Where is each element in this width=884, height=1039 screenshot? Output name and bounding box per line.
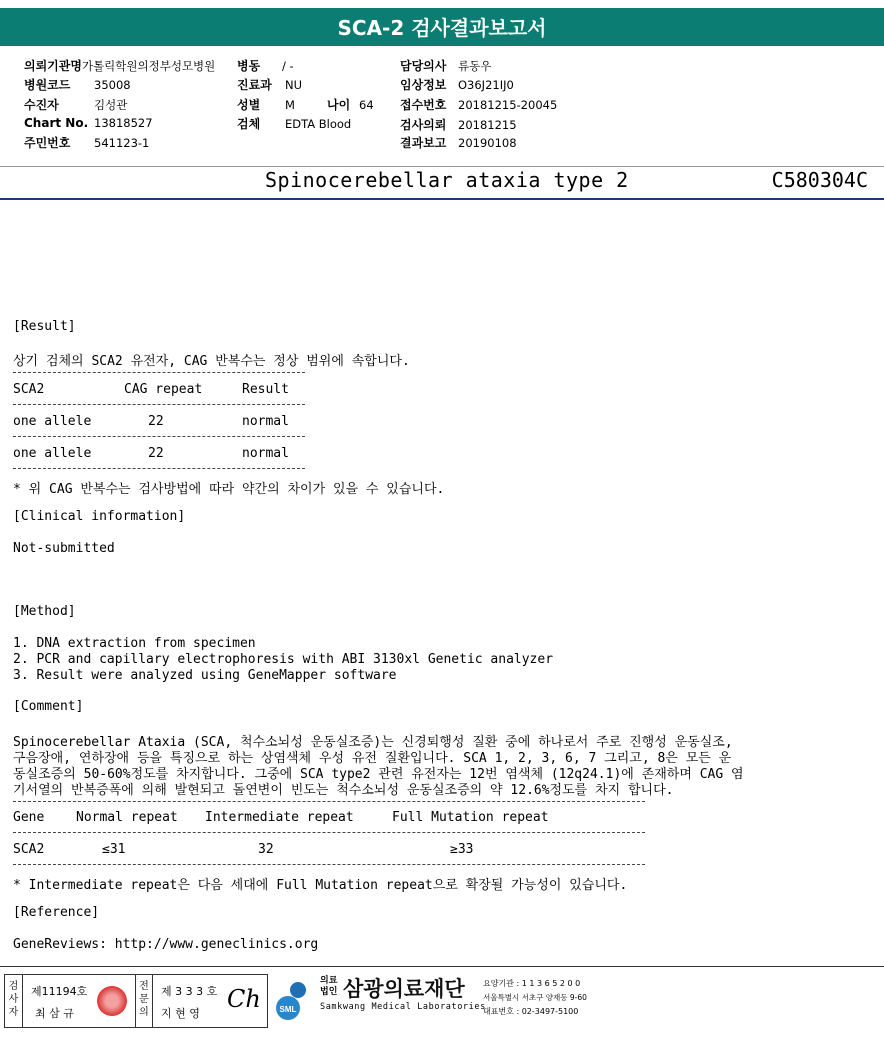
- org-prefix-top: 의료: [320, 976, 338, 986]
- hospital-code-value: 35008: [94, 78, 131, 92]
- divider: [0, 198, 884, 200]
- table-rule: [13, 404, 305, 405]
- org-prefix: [320, 976, 337, 998]
- chart-label: Chart No.: [24, 116, 89, 130]
- chart-value: 13818527: [94, 116, 153, 130]
- examiner-label: [5, 975, 23, 1027]
- ward-row: [237, 57, 294, 74]
- clinical-info-label: 임상정보: [400, 78, 447, 92]
- reference-heading: [Reference]: [13, 905, 100, 920]
- specialist-number: 제 3 3 3 호: [161, 985, 218, 998]
- specialist-label: [135, 975, 153, 1027]
- result-summary: 상기 검체의 SCA2 유전자, CAG 반복수는 정상 범위에 속합니다.: [13, 354, 410, 369]
- test-code: C580304C: [771, 168, 868, 192]
- result-row-2-cag: 22: [148, 446, 164, 461]
- result-col-cag: CAG repeat: [124, 382, 203, 397]
- reference-value: GeneReviews: http://www.geneclinics.org: [13, 937, 319, 952]
- clinical-info-value: O36J21IJ0: [458, 78, 514, 92]
- gene-row-full: ≥33: [450, 842, 474, 857]
- method-item: 3. Result were analyzed using GeneMapper software: [13, 668, 397, 683]
- gene-note: * Intermediate repeat은 다음 세대에 Full Mutation repeat으로 확장될 가능성이 있습니다.: [13, 878, 628, 893]
- gene-col-normal: Normal repeat: [76, 810, 178, 825]
- clinical-heading: [Clinical information]: [13, 509, 186, 524]
- result-row-2-result: normal: [242, 446, 289, 461]
- specimen-value: EDTA Blood: [285, 117, 352, 131]
- ward-label: 병동: [237, 59, 261, 73]
- doctor-row: [400, 57, 491, 74]
- gene-col-intermediate: Intermediate repeat: [205, 810, 354, 825]
- method-item: 2. PCR and capillary electrophoresis with ABI 3130xl Genetic analyzer: [13, 652, 554, 667]
- signature-box: [4, 974, 268, 1028]
- ward-value: / -: [282, 59, 294, 73]
- id-row: [24, 134, 149, 151]
- id-label: 주민번호: [24, 136, 71, 150]
- examinee-row: [24, 96, 127, 113]
- method-item: 1. DNA extraction from specimen: [13, 636, 256, 651]
- clinical-value: Not-submitted: [13, 541, 115, 556]
- sex-row: [237, 96, 374, 113]
- gene-row-gene: SCA2: [13, 842, 45, 857]
- result-col-sca2: SCA2: [13, 382, 45, 397]
- examiner-label-char: 사: [8, 994, 19, 1005]
- receipt-value: 20181215-20045: [458, 98, 558, 112]
- chart-row: [24, 116, 153, 130]
- comment-line: 구음장애, 연하장애 등을 특징으로 하는 상염색체 우성 유전 질환입니다. SCA 1, 2, 3, 6, 7 그리고, 8은 모든 운: [13, 751, 732, 766]
- result-col-result: Result: [242, 382, 289, 397]
- age-label: 나이: [327, 98, 351, 112]
- id-value: 541123-1: [94, 136, 150, 150]
- specialist-label-char: 의: [139, 1007, 149, 1018]
- result-report-row: [400, 134, 517, 151]
- examiner-label-char: 자: [8, 1007, 19, 1018]
- examiner-label-char: 검: [8, 981, 19, 992]
- hospital-code-row: [24, 76, 131, 93]
- gene-row-normal: ≤31: [102, 842, 126, 857]
- org-english: Samkwang Medical Laboratories: [320, 1002, 486, 1012]
- org-prefix-bottom: 법인: [320, 987, 338, 997]
- result-report-value: 20190108: [458, 136, 517, 150]
- gene-col-full: Full Mutation repeat: [392, 810, 549, 825]
- divider: [0, 166, 884, 167]
- result-report-label: 결과보고: [400, 136, 447, 150]
- institution-label: 의뢰기관명: [24, 59, 82, 73]
- dept-value: NU: [285, 78, 303, 92]
- specialist-label-char: 전: [139, 981, 149, 992]
- dept-label: 진료과: [237, 78, 272, 92]
- request-value: 20181215: [458, 118, 517, 132]
- request-row: [400, 116, 517, 133]
- sml-logo-text: SML: [279, 1005, 297, 1014]
- table-rule: [13, 372, 305, 373]
- examiner-name: 최 삼 규: [35, 1007, 74, 1020]
- sml-logo-icon: [272, 978, 312, 1022]
- comment-heading: [Comment]: [13, 699, 84, 714]
- org-code: 요양기관 : 1 1 3 6 5 2 0 0: [483, 979, 581, 988]
- org-phone: 대표번호 : 02-3497-5100: [483, 1007, 579, 1016]
- result-row-2-allele: one allele: [13, 446, 92, 461]
- result-row-1-allele: one allele: [13, 414, 92, 429]
- org-name: 삼광의료재단: [343, 977, 465, 1001]
- examinee-value: 김성관: [94, 98, 128, 112]
- method-heading: [Method]: [13, 604, 76, 619]
- dept-row: [237, 76, 302, 93]
- doctor-value: 류동우: [458, 59, 492, 73]
- examinee-label: 수진자: [24, 98, 59, 112]
- test-name: Spinocerebellar ataxia type 2: [265, 168, 629, 192]
- report-title: SCA-2 검사결과보고서: [0, 8, 884, 46]
- table-rule: [13, 436, 305, 437]
- request-label: 검사의뢰: [400, 118, 447, 132]
- specialist-label-char: 문: [139, 994, 149, 1005]
- top-border: [0, 0, 884, 6]
- specimen-row: [237, 115, 351, 132]
- gene-col-gene: Gene: [13, 810, 45, 825]
- table-rule: [13, 864, 645, 865]
- comment-line: 동실조증의 50-60%정도를 차지합니다. 그중에 SCA type2 관련 유전자는 12번 염색체 (12q24.1)에 존재하며 CAG 염: [13, 767, 744, 782]
- result-row-1-result: normal: [242, 414, 289, 429]
- comment-line: Spinocerebellar Ataxia (SCA, 척수소뇌성 운동실조증)는 신경퇴행성 질환 중에 하나로서 주로 진행성 운동실조,: [13, 735, 733, 750]
- receipt-row: [400, 96, 557, 113]
- gene-row-intermediate: 32: [258, 842, 274, 857]
- receipt-label: 접수번호: [400, 98, 447, 112]
- specialist-name: 지 현 영: [161, 1007, 200, 1020]
- examiner-number: 제11194호: [31, 985, 88, 998]
- result-note: * 위 CAG 반복수는 검사방법에 따라 약간의 차이가 있을 수 있습니다.: [13, 482, 445, 497]
- table-rule: [13, 468, 305, 469]
- doctor-label: 담당의사: [400, 59, 447, 73]
- result-heading: [Result]: [13, 319, 76, 334]
- result-row-1-cag: 22: [148, 414, 164, 429]
- table-rule: [13, 832, 645, 833]
- hospital-code-label: 병원코드: [24, 78, 71, 92]
- table-rule: [13, 801, 645, 802]
- clinical-info-row: [400, 76, 514, 93]
- org-address: 서울특별시 서초구 양재동 9-60: [483, 993, 587, 1002]
- sex-value: M: [285, 98, 295, 112]
- footer-divider: [0, 966, 884, 967]
- specialist-signature: Ch: [227, 985, 261, 1013]
- institution-row: [24, 57, 215, 74]
- comment-line: 기서열의 반복증폭에 의해 발현되고 돌연변이 빈도는 척수소뇌성 운동실조증의 약 12.6%정도를 차지 합니다.: [13, 783, 674, 798]
- institution-value: 가톨릭학원의정부성모병원: [81, 59, 216, 73]
- specimen-label: 검체: [237, 117, 261, 131]
- age-value: 64: [359, 98, 374, 112]
- examiner-seal-icon: [97, 986, 127, 1016]
- sex-label: 성별: [237, 98, 261, 112]
